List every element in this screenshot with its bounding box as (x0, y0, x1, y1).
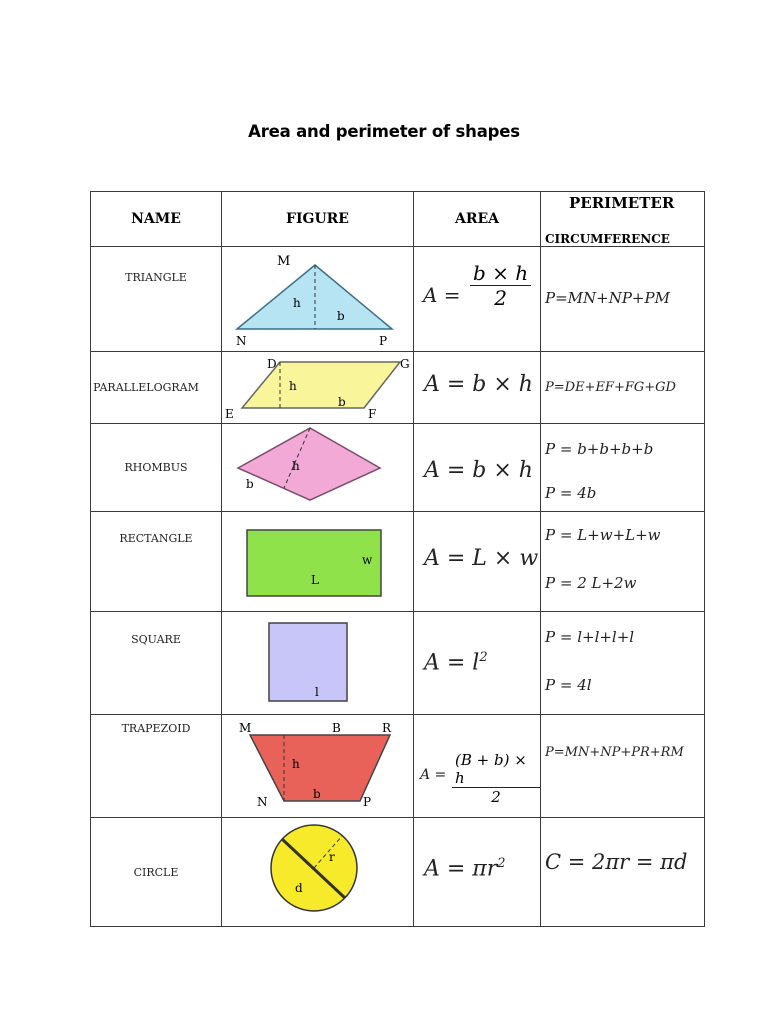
perimeter-formula-short: P = 4b (545, 484, 597, 502)
table-row (91, 715, 705, 818)
shape-name-label: TRIANGLE (125, 271, 187, 284)
area-exponent: 2 (497, 856, 506, 871)
triangle-label-right: P (379, 334, 388, 348)
header-name: NAME (91, 192, 222, 247)
area-denominator: 2 (491, 788, 501, 806)
rectangle-label-length: L (311, 573, 319, 587)
header-figure: FIGURE (222, 192, 414, 247)
parallelogram-figure (222, 352, 414, 424)
area-formula-base: A = l (424, 650, 480, 676)
table-row (91, 247, 705, 352)
trapezoid-area (414, 715, 541, 818)
rhombus-diagram (222, 424, 414, 511)
triangle-label-top: M (277, 254, 291, 269)
area-numerator: (B + b) × h (452, 751, 540, 788)
square-label-side: l (315, 685, 319, 699)
perimeter-formula: P = l+l+l+l (545, 628, 635, 646)
area-fraction (452, 751, 540, 806)
shape-name (91, 715, 222, 818)
shapes-table (90, 191, 705, 927)
header-row (91, 192, 705, 247)
parallelogram-label-e: E (225, 407, 234, 421)
shape-name (91, 512, 222, 612)
triangle-label-height: h (293, 296, 301, 310)
header-area: AREA (414, 192, 541, 247)
rectangle-figure (222, 512, 414, 612)
shape-name-label: SQUARE (131, 633, 181, 646)
shape-name-label: TRAPEZOID (121, 722, 191, 735)
header-perimeter-label: PERIMETER (569, 194, 675, 212)
shape-name-label: RHOMBUS (124, 461, 188, 474)
perimeter-formula: P = b+b+b+b (545, 440, 654, 458)
trapezoid-label-b-top: B (332, 721, 341, 735)
shape-name (91, 352, 222, 424)
trapezoid-label-base: b (313, 787, 321, 801)
table-row (91, 612, 705, 715)
rectangle-diagram (222, 512, 414, 611)
area-formula-base: A = πr (424, 856, 498, 882)
parallelogram-label-height: h (289, 379, 297, 393)
rectangle-label-width: w (362, 553, 373, 567)
square-diagram (222, 612, 414, 714)
header-perimeter (541, 192, 705, 247)
rhombus-label-side: b (246, 477, 254, 491)
area-formula: A = b × h (424, 458, 533, 483)
shape-name-label: CIRCLE (133, 865, 179, 879)
circle-diagram (222, 818, 414, 926)
perimeter-formula-short: P = 4l (545, 676, 592, 694)
parallelogram-label-base: b (338, 395, 346, 409)
circle-perimeter (541, 818, 705, 927)
triangle-label-left: N (236, 334, 247, 348)
circle-label-radius: r (329, 850, 335, 864)
trapezoid-label-r: R (382, 721, 392, 735)
parallelogram-perimeter (541, 352, 705, 424)
page-title: Area and perimeter of shapes (248, 122, 520, 141)
table-row (91, 424, 705, 512)
circle-label-diameter: d (295, 881, 303, 895)
area-fraction (470, 261, 531, 310)
shape-name-label: RECTANGLE (119, 531, 193, 545)
parallelogram-area (414, 352, 541, 424)
square-perimeter (541, 612, 705, 715)
rhombus-label-height: h (292, 459, 300, 473)
area-formula: A = b × h (424, 372, 533, 397)
trapezoid-label-n: N (257, 795, 268, 809)
parallelogram-label-g: G (400, 357, 410, 371)
area-numerator: b × h (470, 261, 531, 286)
rhombus-figure (222, 424, 414, 512)
circle-area (414, 818, 541, 927)
parallelogram-diagram (222, 352, 414, 423)
triangle-figure (222, 247, 414, 352)
square-figure (222, 612, 414, 715)
trapezoid-diagram (222, 715, 414, 817)
rhombus-perimeter (541, 424, 705, 512)
triangle-area (414, 247, 541, 352)
triangle-label-base: b (337, 309, 345, 323)
area-formula (424, 650, 488, 675)
triangle-perimeter (541, 247, 705, 352)
shape-name-label: PARALLELOGRAM (93, 381, 199, 394)
trapezoid-perimeter (541, 715, 705, 818)
circle-figure (222, 818, 414, 927)
area-formula (424, 856, 506, 881)
table-row (91, 352, 705, 424)
table-row (91, 512, 705, 612)
trapezoid-label-m: M (239, 721, 252, 735)
shape-name (91, 612, 222, 715)
perimeter-formula: P=MN+NP+PR+RM (545, 745, 684, 760)
square-area (414, 612, 541, 715)
perimeter-formula: P=MN+NP+PM (545, 289, 670, 307)
parallelogram-label-f: F (368, 407, 377, 421)
perimeter-formula: P=DE+EF+FG+GD (545, 380, 676, 395)
trapezoid-label-p: P (363, 795, 372, 809)
rectangle-area (414, 512, 541, 612)
parallelogram-label-d: D (267, 357, 277, 371)
shape-name (91, 818, 222, 927)
area-exponent: 2 (479, 650, 488, 665)
trapezoid-figure (222, 715, 414, 818)
header-circumference-label: CIRCUMFERENCE (545, 232, 670, 246)
perimeter-formula-short: P = 2 L+2w (545, 574, 637, 592)
circumference-formula: C = 2πr = πd (545, 850, 688, 874)
shape-name (91, 424, 222, 512)
area-formula: A = L × w (424, 546, 539, 571)
area-denominator: 2 (494, 286, 507, 310)
triangle-diagram (222, 247, 414, 351)
shape-name (91, 247, 222, 352)
area-prefix: A = (423, 283, 461, 307)
rectangle-perimeter (541, 512, 705, 612)
area-prefix: A = (420, 767, 447, 783)
table-row (91, 818, 705, 927)
trapezoid-label-height: h (292, 757, 300, 771)
rhombus-area (414, 424, 541, 512)
perimeter-formula: P = L+w+L+w (545, 526, 661, 544)
